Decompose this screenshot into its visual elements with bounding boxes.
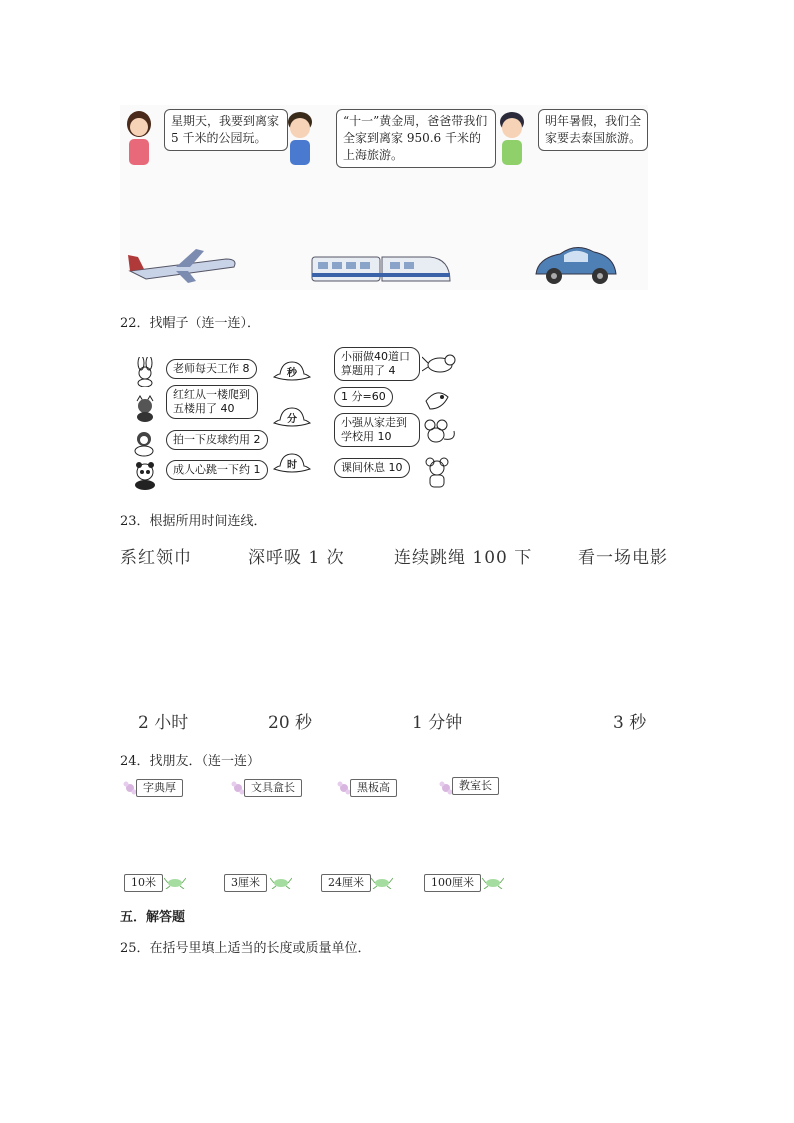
activity-label[interactable]: 深呼吸 1 次 bbox=[248, 548, 345, 568]
item-card[interactable]: 教室长 bbox=[452, 777, 499, 795]
q23-title: 23．根据所用时间连线． bbox=[120, 514, 267, 529]
speech-bubble: 1 分=60 bbox=[334, 387, 393, 407]
mouse-icon bbox=[422, 419, 458, 447]
crab-icon bbox=[270, 875, 292, 889]
time-label[interactable]: 3 秒 bbox=[613, 713, 647, 733]
speech-bubble: 小丽做40道口算题用了 4 bbox=[334, 347, 420, 381]
crab-icon bbox=[482, 875, 504, 889]
boy-icon bbox=[283, 109, 317, 169]
girl-icon bbox=[122, 109, 156, 169]
section-heading: 五．解答题 bbox=[120, 910, 186, 925]
crab-icon bbox=[371, 875, 393, 889]
speech-bubble: 红红从一楼爬到五楼用了 40 bbox=[166, 385, 258, 419]
item-card[interactable]: 字典厚 bbox=[136, 779, 183, 797]
item-card[interactable]: 黑板高 bbox=[350, 779, 397, 797]
bear-icon bbox=[424, 457, 450, 489]
length-card[interactable]: 3厘米 bbox=[224, 874, 267, 892]
car-icon bbox=[530, 240, 622, 286]
speech-bubble: 课间休息 10 bbox=[334, 458, 410, 478]
q24-title: 24．找朋友．（连一连） bbox=[120, 754, 261, 769]
boy-icon bbox=[495, 109, 529, 169]
hat-second[interactable]: 秒 bbox=[272, 361, 312, 381]
length-card[interactable]: 10米 bbox=[124, 874, 163, 892]
hat-hour[interactable]: 时 bbox=[272, 453, 312, 473]
length-card[interactable]: 24厘米 bbox=[321, 874, 371, 892]
speech-bubble: 明年暑假，我们全家要去泰国旅游。 bbox=[538, 109, 648, 151]
airplane-icon bbox=[126, 245, 238, 285]
bird-icon bbox=[422, 351, 460, 377]
length-card[interactable]: 100厘米 bbox=[424, 874, 481, 892]
cat-icon bbox=[132, 395, 158, 423]
crab-icon bbox=[164, 875, 186, 889]
speech-bubble: 小强从家走到学校用 10 bbox=[334, 413, 420, 447]
bird-icon bbox=[422, 387, 452, 413]
q21-illustration bbox=[120, 105, 648, 290]
activity-label[interactable]: 系红领巾 bbox=[120, 548, 192, 568]
activity-label[interactable]: 看一场电影 bbox=[578, 548, 668, 568]
hat-minute[interactable]: 分 bbox=[272, 407, 312, 427]
time-label[interactable]: 1 分钟 bbox=[412, 713, 463, 733]
time-label[interactable]: 20 秒 bbox=[268, 713, 313, 733]
q25-title: 25．在括号里填上适当的长度或质量单位． bbox=[120, 941, 371, 956]
q22-matching bbox=[120, 345, 465, 495]
rabbit-icon bbox=[132, 357, 158, 387]
panda-icon bbox=[130, 461, 160, 491]
time-label[interactable]: 2 小时 bbox=[138, 713, 189, 733]
speech-bubble: 成人心跳一下约 1 bbox=[166, 460, 268, 480]
speech-bubble: 星期天，我要到离家 5 千米的公园玩。 bbox=[164, 109, 288, 151]
speech-bubble: “十一”黄金周，爸爸带我们全家到离家 950.6 千米的上海旅游。 bbox=[336, 109, 496, 168]
speech-bubble: 拍一下皮球约用 2 bbox=[166, 430, 268, 450]
train-icon bbox=[310, 253, 452, 287]
q22-title: 22．找帽子（连一连）． bbox=[120, 316, 261, 331]
monkey-icon bbox=[130, 429, 158, 457]
speech-bubble: 老师每天工作 8 bbox=[166, 359, 257, 379]
activity-label[interactable]: 连续跳绳 100 下 bbox=[394, 548, 533, 568]
item-card[interactable]: 文具盒长 bbox=[244, 779, 302, 797]
